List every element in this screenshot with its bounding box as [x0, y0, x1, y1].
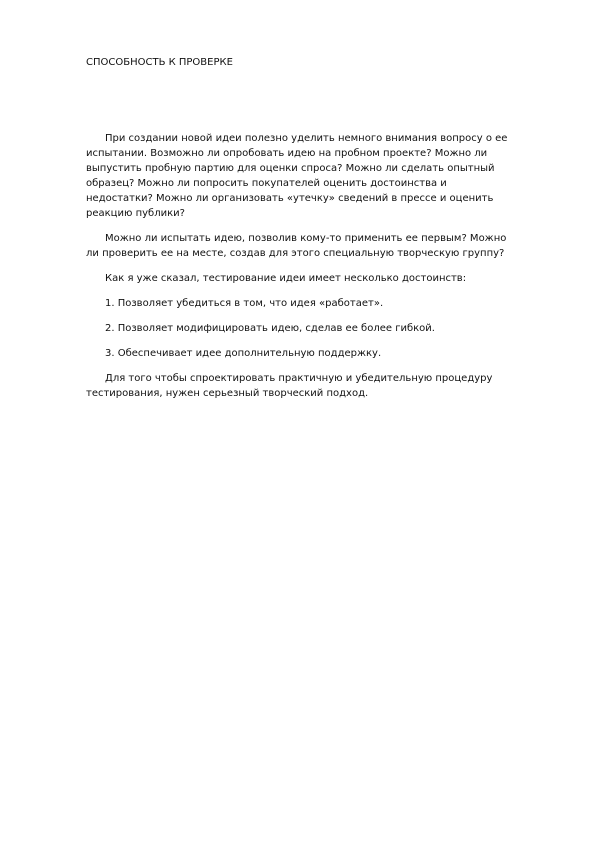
document-title: СПОСОБНОСТЬ К ПРОВЕРКЕ: [86, 57, 233, 68]
paragraph-testing-intro: При создании новой идеи полезно уделить немного внимания вопросу о ее испытании. Возможно ли опробовать идею на пробном проекте? Можно ли выпустить пробную партию для оценки спроса? Можно ли сделать опытный образец? Можно ли попросить покупателей оценить достоинства и недостатки? Можно ли организовать «утечку» сведений в прессе и оценить реакцию публики?: [86, 133, 508, 219]
list-item-1: 1. Позволяет убедиться в том, что идея «работает».: [105, 298, 384, 309]
paragraph-advantages-lead: Как я уже сказал, тестирование идеи имеет несколько достоинств:: [105, 273, 467, 284]
list-item-3: 3. Обеспечивает идее дополнительную поддержку.: [105, 348, 382, 359]
paragraph-testing-others: Можно ли испытать идею, позволив кому-то применить ее первым? Можно ли проверить ее на месте, создав для этого специальную творческую группу?: [86, 233, 507, 259]
document-body: [86, 131, 516, 411]
list-item-2: 2. Позволяет модифицировать идею, сделав ее более гибкой.: [105, 323, 435, 334]
paragraph-conclusion: Для того чтобы спроектировать практичную и убедительную процедуру тестирования, нужен серьезный творческий подход.: [86, 373, 493, 399]
